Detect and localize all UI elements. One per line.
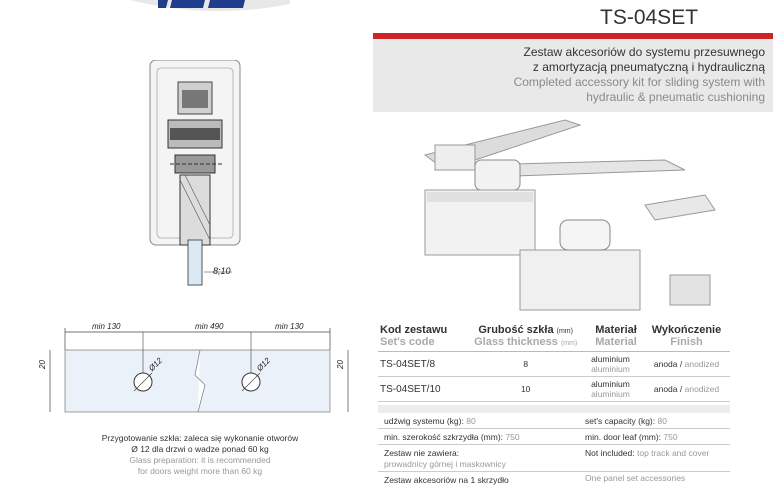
glass-panel-svg: [30, 320, 360, 420]
not-included-pl: Zestaw nie zawiera: prowadnicy górnej i maskownicy: [384, 448, 506, 469]
brand-logo: [0, 0, 290, 22]
prep-pl-line1: Przygotowanie szkła: zaleca się wykonanie otworów: [101, 433, 299, 443]
col-finish-header: Wykończenie: [651, 324, 722, 336]
col-finish-subheader: Finish: [670, 336, 703, 348]
hole-diameter-left: Ø12: [147, 355, 165, 374]
glass-thickness-dimension: 8;10: [213, 266, 231, 276]
dim-height-left: 20: [37, 360, 47, 369]
table-subheader-row: [378, 336, 730, 352]
prep-en-line1: Glass preparation: it is recommended: [129, 455, 271, 465]
set-en: One panel set accessories: [585, 473, 686, 483]
set-pl: Zestaw akcesoriów na 1 skrzydło: [384, 475, 509, 485]
dim-min-left: min 130: [92, 322, 121, 331]
table-row: [378, 377, 730, 402]
row-thickness: 10: [462, 377, 589, 402]
description-pl-line1: Zestaw akcesoriów do systemu przesuwnego: [523, 45, 765, 59]
spec-table: [378, 322, 730, 402]
glass-preparation-note: [70, 433, 330, 477]
info-divider: [378, 471, 730, 472]
prep-pl-line2: Ø 12 dla drzwi o wadze ponad 60 kg: [131, 444, 269, 454]
table-row: [378, 352, 730, 377]
table-header-row: [378, 322, 730, 336]
col-thickness-header: Grubość szkła (mm): [478, 324, 573, 336]
col-material-header: Materiał: [595, 324, 637, 336]
col-code-header: Kod zestawu: [380, 324, 448, 336]
description-en-line1: Completed accessory kit for sliding system with: [513, 75, 765, 89]
info-separator-band: [378, 405, 730, 413]
description-pl-line2: z amortyzacją pneumatyczną i hydrauliczną: [532, 60, 765, 74]
product-photo: [415, 115, 730, 315]
hole-diameter-right: Ø12: [255, 355, 273, 374]
row-material: aluminium aluminium: [589, 352, 643, 377]
dim-min-mid: min 490: [195, 322, 224, 331]
col-material-subheader: Material: [595, 336, 637, 348]
glass-preparation-drawing: [30, 320, 360, 420]
row-code: TS-04SET/10: [378, 377, 462, 402]
product-code-title: TS-04SET: [600, 6, 699, 29]
description-box: [373, 39, 773, 112]
min-width-pl: min. szerokość szkrzydła (mm): 750: [384, 432, 520, 442]
info-divider: [378, 428, 730, 429]
capacity-en: set's capacity (kg): 80: [585, 416, 667, 426]
min-width-en: min. door leaf (mm): 750: [585, 432, 678, 442]
row-code: TS-04SET/8: [378, 352, 462, 377]
description-en-line2: hydraulic & pneumatic cushioning: [586, 90, 765, 104]
dim-height-right: 20: [335, 360, 345, 369]
col-code-subheader: Set's code: [380, 336, 435, 348]
prep-en-line2: for doors weight more than 60 kg: [137, 466, 263, 476]
dim-min-right: min 130: [275, 322, 304, 331]
capacity-pl: udźwig systemu (kg): 80: [384, 416, 476, 426]
profile-cross-section-drawing: [30, 60, 250, 290]
col-thickness-subheader: Glass thickness (mm): [474, 336, 578, 348]
row-finish: anoda / anodized: [643, 377, 730, 402]
info-divider: [378, 444, 730, 445]
row-thickness: 8: [462, 352, 589, 377]
row-finish: anoda / anodized: [643, 352, 730, 377]
row-material: aluminium aluminium: [589, 377, 643, 402]
not-included-en: Not included: top track and cover: [585, 448, 710, 458]
